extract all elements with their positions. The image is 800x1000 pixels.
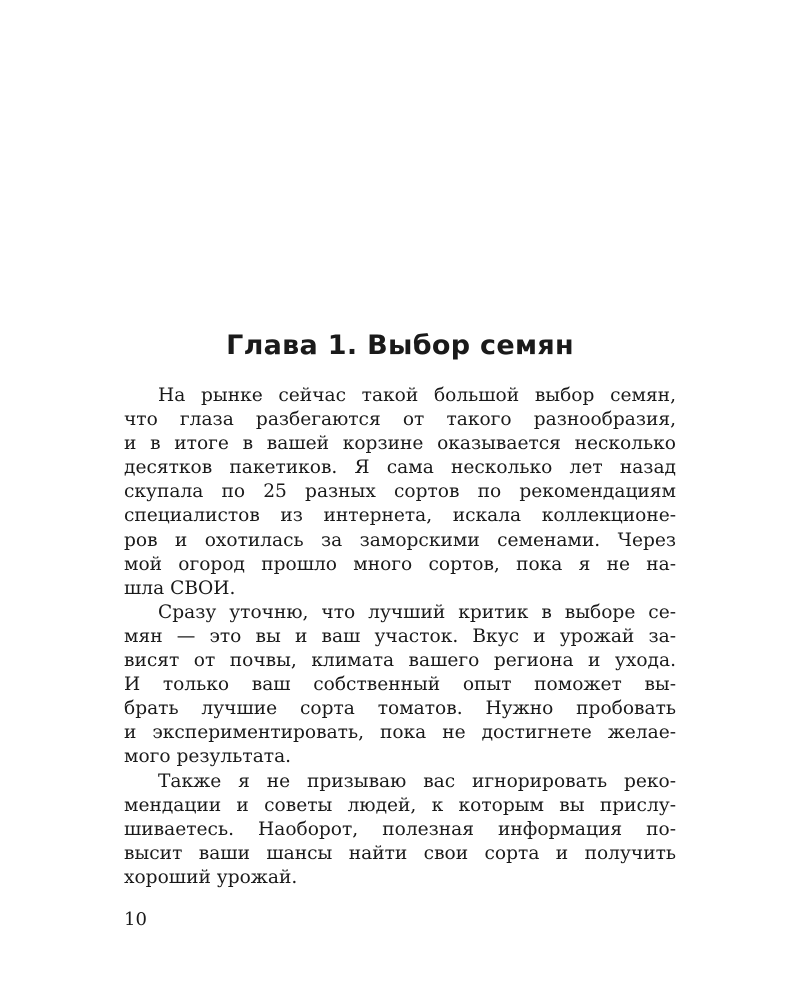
- text-line: высит ваши шансы найти свои сорта и получить: [124, 842, 676, 864]
- text-line: На рынке сейчас такой большой выбор семян,: [158, 385, 676, 406]
- text-line: Сразу уточню, что лучший критик в выборе се-: [158, 601, 676, 623]
- text-line: мян — это вы и ваш участок. Вкус и урожай за-: [124, 625, 676, 647]
- text-line: Также я не призываю вас игнорировать реко-: [158, 770, 676, 792]
- text-line: и экспериментировать, пока не достигнете желае-: [124, 722, 676, 744]
- text-line: мендации и советы людей, к которым вы прислу-: [124, 794, 676, 816]
- page-number: 10: [124, 909, 147, 930]
- text-line: и в итоге в вашей корзине оказывается несколько: [124, 433, 676, 455]
- text-line: брать лучшие сорта томатов. Нужно пробовать: [124, 698, 676, 720]
- chapter-title: Глава 1. Выбор семян: [226, 330, 574, 361]
- text-line: что глаза разбегаются от такого разнообразия,: [124, 409, 676, 431]
- text-line: мой огород прошло много сортов, пока я не на-: [124, 553, 676, 575]
- text-line: десятков пакетиков. Я сама несколько лет назад: [124, 457, 676, 479]
- text-line: ров и охотилась за заморскими семенами. Через: [124, 529, 676, 551]
- text-line: шла СВОИ.: [124, 577, 236, 599]
- text-line: шиваетесь. Наоборот, полезная информация по-: [124, 818, 676, 840]
- text-line: висят от почвы, климата вашего региона и ухода.: [124, 650, 676, 672]
- text-line: И только ваш собственный опыт поможет вы-: [124, 674, 676, 696]
- body-text: [124, 384, 676, 890]
- text-line: скупала по 25 разных сортов по рекомендациям: [124, 481, 676, 503]
- text-line: хороший урожай.: [124, 866, 298, 888]
- text-line: специалистов из интернета, искала коллекционе-: [124, 505, 676, 527]
- text-line: мого результата.: [124, 746, 292, 768]
